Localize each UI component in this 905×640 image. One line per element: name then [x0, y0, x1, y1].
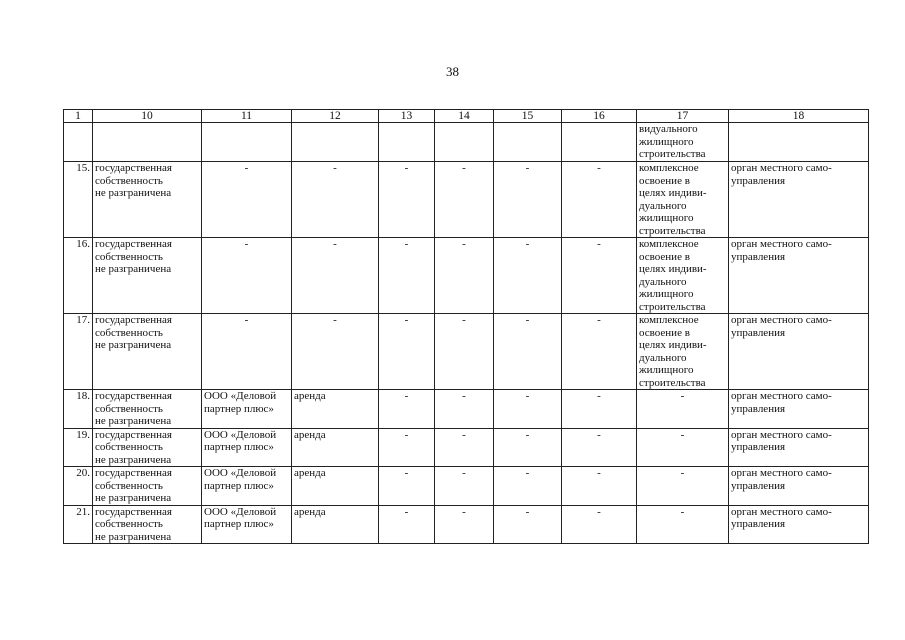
col14-cell: - [435, 162, 494, 238]
col13-cell [379, 123, 435, 162]
col16-cell: - [562, 428, 637, 467]
header-row [64, 110, 869, 123]
right-type-cell: - [292, 314, 379, 390]
column-header: 15 [494, 110, 562, 123]
table-row [64, 467, 869, 506]
ownership-cell: государственная собственность не разграничена [93, 238, 202, 314]
purpose-cell: - [637, 390, 729, 429]
table-row [64, 123, 869, 162]
ownership-cell: государственная собственность не разграничена [93, 428, 202, 467]
purpose-cell: видуального жилищного строительства [637, 123, 729, 162]
ownership-cell [93, 123, 202, 162]
ownership-cell: государственная собственность не разграничена [93, 505, 202, 544]
right-type-cell: аренда [292, 467, 379, 506]
right-type-cell: аренда [292, 505, 379, 544]
col16-cell [562, 123, 637, 162]
right-type-cell: аренда [292, 390, 379, 429]
table-row [64, 314, 869, 390]
purpose-cell: - [637, 467, 729, 506]
col15-cell: - [494, 162, 562, 238]
purpose-cell: комплексное освоение в целях индиви- дуального жилищного строительства [637, 314, 729, 390]
col14-cell: - [435, 238, 494, 314]
col13-cell: - [379, 505, 435, 544]
col16-cell: - [562, 314, 637, 390]
row-number-cell: 18. [64, 390, 93, 429]
col14-cell: - [435, 505, 494, 544]
column-header: 14 [435, 110, 494, 123]
col15-cell: - [494, 314, 562, 390]
right-type-cell: - [292, 238, 379, 314]
col15-cell: - [494, 238, 562, 314]
table-row [64, 162, 869, 238]
col16-cell: - [562, 467, 637, 506]
holder-cell [202, 123, 292, 162]
holder-cell: ООО «Деловой партнер плюс» [202, 505, 292, 544]
column-header: 10 [93, 110, 202, 123]
col13-cell: - [379, 467, 435, 506]
page-number: 38 [446, 64, 459, 79]
authority-cell: орган местного само- управления [729, 314, 869, 390]
col13-cell: - [379, 314, 435, 390]
column-header: 16 [562, 110, 637, 123]
ownership-cell: государственная собственность не разграничена [93, 314, 202, 390]
col14-cell: - [435, 467, 494, 506]
authority-cell: орган местного само- управления [729, 428, 869, 467]
holder-cell: ООО «Деловой партнер плюс» [202, 428, 292, 467]
authority-cell: орган местного само- управления [729, 238, 869, 314]
row-number-cell: 17. [64, 314, 93, 390]
table-row [64, 238, 869, 314]
col14-cell: - [435, 314, 494, 390]
holder-cell: - [202, 162, 292, 238]
authority-cell: орган местного само- управления [729, 162, 869, 238]
col15-cell: - [494, 505, 562, 544]
col13-cell: - [379, 238, 435, 314]
table-row [64, 505, 869, 544]
row-number-cell [64, 123, 93, 162]
table-row [64, 428, 869, 467]
column-header: 13 [379, 110, 435, 123]
registry-table [63, 109, 869, 544]
row-number-cell: 19. [64, 428, 93, 467]
ownership-cell: государственная собственность не разграничена [93, 162, 202, 238]
table-row [64, 390, 869, 429]
authority-cell: орган местного само- управления [729, 505, 869, 544]
row-number-cell: 20. [64, 467, 93, 506]
col16-cell: - [562, 238, 637, 314]
column-header: 1 [64, 110, 93, 123]
purpose-cell: комплексное освоение в целях индиви- дуального жилищного строительства [637, 162, 729, 238]
purpose-cell: - [637, 428, 729, 467]
holder-cell: - [202, 238, 292, 314]
column-header: 17 [637, 110, 729, 123]
column-header: 18 [729, 110, 869, 123]
row-number-cell: 15. [64, 162, 93, 238]
col15-cell: - [494, 428, 562, 467]
right-type-cell: - [292, 162, 379, 238]
right-type-cell: аренда [292, 428, 379, 467]
col16-cell: - [562, 505, 637, 544]
authority-cell [729, 123, 869, 162]
ownership-cell: государственная собственность не разграничена [93, 390, 202, 429]
right-type-cell [292, 123, 379, 162]
holder-cell: - [202, 314, 292, 390]
col14-cell [435, 123, 494, 162]
col14-cell: - [435, 390, 494, 429]
column-header: 11 [202, 110, 292, 123]
col13-cell: - [379, 428, 435, 467]
col13-cell: - [379, 390, 435, 429]
ownership-cell: государственная собственность не разграничена [93, 467, 202, 506]
purpose-cell: - [637, 505, 729, 544]
col15-cell: - [494, 467, 562, 506]
col14-cell: - [435, 428, 494, 467]
holder-cell: ООО «Деловой партнер плюс» [202, 467, 292, 506]
authority-cell: орган местного само- управления [729, 390, 869, 429]
column-header: 12 [292, 110, 379, 123]
purpose-cell: комплексное освоение в целях индиви- дуального жилищного строительства [637, 238, 729, 314]
row-number-cell: 21. [64, 505, 93, 544]
holder-cell: ООО «Деловой партнер плюс» [202, 390, 292, 429]
row-number-cell: 16. [64, 238, 93, 314]
col15-cell: - [494, 390, 562, 429]
col13-cell: - [379, 162, 435, 238]
col16-cell: - [562, 390, 637, 429]
authority-cell: орган местного само- управления [729, 467, 869, 506]
col16-cell: - [562, 162, 637, 238]
col15-cell [494, 123, 562, 162]
